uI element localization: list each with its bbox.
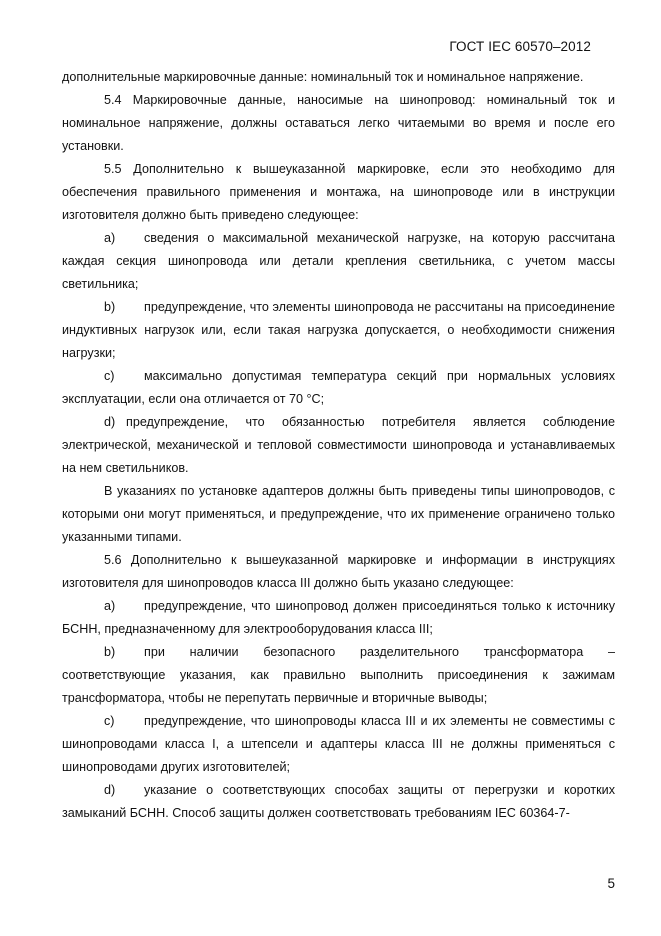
list-item-label: b) bbox=[104, 300, 116, 314]
list-item-text: указание о соответствующих способах защиты от перегрузки и коротких замыканий БСНН. Способ защиты должен соответствовать требованиям IEC 60364-7- bbox=[62, 783, 615, 820]
page-header-standard: ГОСТ IEC 60570–2012 bbox=[449, 39, 591, 54]
paragraph-adapters: В указаниях по установке адаптеров должны быть приведены типы шинопроводов, с которыми они могут применяться, и предупреждение, что их применение ограничено только указанными типами. bbox=[62, 484, 615, 544]
page-number: 5 bbox=[607, 876, 615, 891]
list-item-text: предупреждение, что шинопровод должен присоединяться только к источнику БСНН, предназначенному для электрооборудования класса III; bbox=[62, 599, 615, 636]
list-item-text: предупреждение, что шинопроводы класса III и их элементы не совместимы с шинопроводами класса I, а штепсели и адаптеры класса III не должны применяться с шинопроводами других изготовителей; bbox=[62, 714, 615, 774]
list-item-text: максимально допустимая температура секций при нормальных условиях эксплуатации, если она отличается от 70 °C; bbox=[62, 369, 615, 406]
paragraph-5-5: 5.5 Дополнительно к вышеуказанной маркировке, если это необходимо для обеспечения правильного применения и монтажа, на шинопроводе или в инструкции изготовителя должно быть приведено следующее: bbox=[62, 162, 615, 222]
list-item-text: предупреждение, что элементы шинопровода не рассчитаны на присоединение индуктивных нагрузок или, если такая нагрузка допускается, о необходимости снижения нагрузки; bbox=[62, 300, 615, 360]
paragraph-5-4: 5.4 Маркировочные данные, наносимые на шинопровод: номинальный ток и номинальное напряжение, должны оставаться легко читаемыми во время и после его установки. bbox=[62, 93, 615, 153]
list-item-label: a) bbox=[104, 231, 116, 245]
list-item-label: c) bbox=[104, 369, 115, 383]
list-item-5-6-b bbox=[62, 641, 615, 710]
list-item-5-5-d bbox=[62, 411, 615, 480]
list-item-5-6-d bbox=[62, 779, 615, 825]
list-item-text: предупреждение, что обязанностью потребителя является соблюдение электрической, механической и тепловой совместимости шинопровода и устанавливаемых на нем светильников. bbox=[62, 415, 615, 475]
list-item-5-6-a bbox=[62, 595, 615, 641]
list-item-label: d) bbox=[104, 783, 116, 797]
list-item-label: c) bbox=[104, 714, 115, 728]
list-item-label: b) bbox=[104, 645, 116, 659]
list-item-text: при наличии безопасного разделительного трансформатора – соответствующие указания, как правильно выполнить присоединения к зажимам трансформатора, чтобы не перепутать первичные и вторичные выводы; bbox=[62, 645, 615, 705]
list-item-label: a) bbox=[104, 599, 116, 613]
list-item-5-5-b bbox=[62, 296, 615, 365]
list-item-label: d) bbox=[104, 415, 116, 429]
list-item-5-5-c bbox=[62, 365, 615, 411]
list-item-text: сведения о максимальной механической нагрузке, на которую рассчитана каждая секция шинопровода или детали крепления светильника, с учетом массы светильника; bbox=[62, 231, 615, 291]
list-item-5-6-c bbox=[62, 710, 615, 779]
paragraph-5-6: 5.6 Дополнительно к вышеуказанной маркировке и информации в инструкциях изготовителя для шинопроводов класса III должно быть указано следующее: bbox=[62, 553, 615, 590]
document-body bbox=[62, 66, 615, 825]
list-item-5-5-a bbox=[62, 227, 615, 296]
paragraph-continuation: дополнительные маркировочные данные: номинальный ток и номинальное напряжение. bbox=[62, 70, 584, 84]
